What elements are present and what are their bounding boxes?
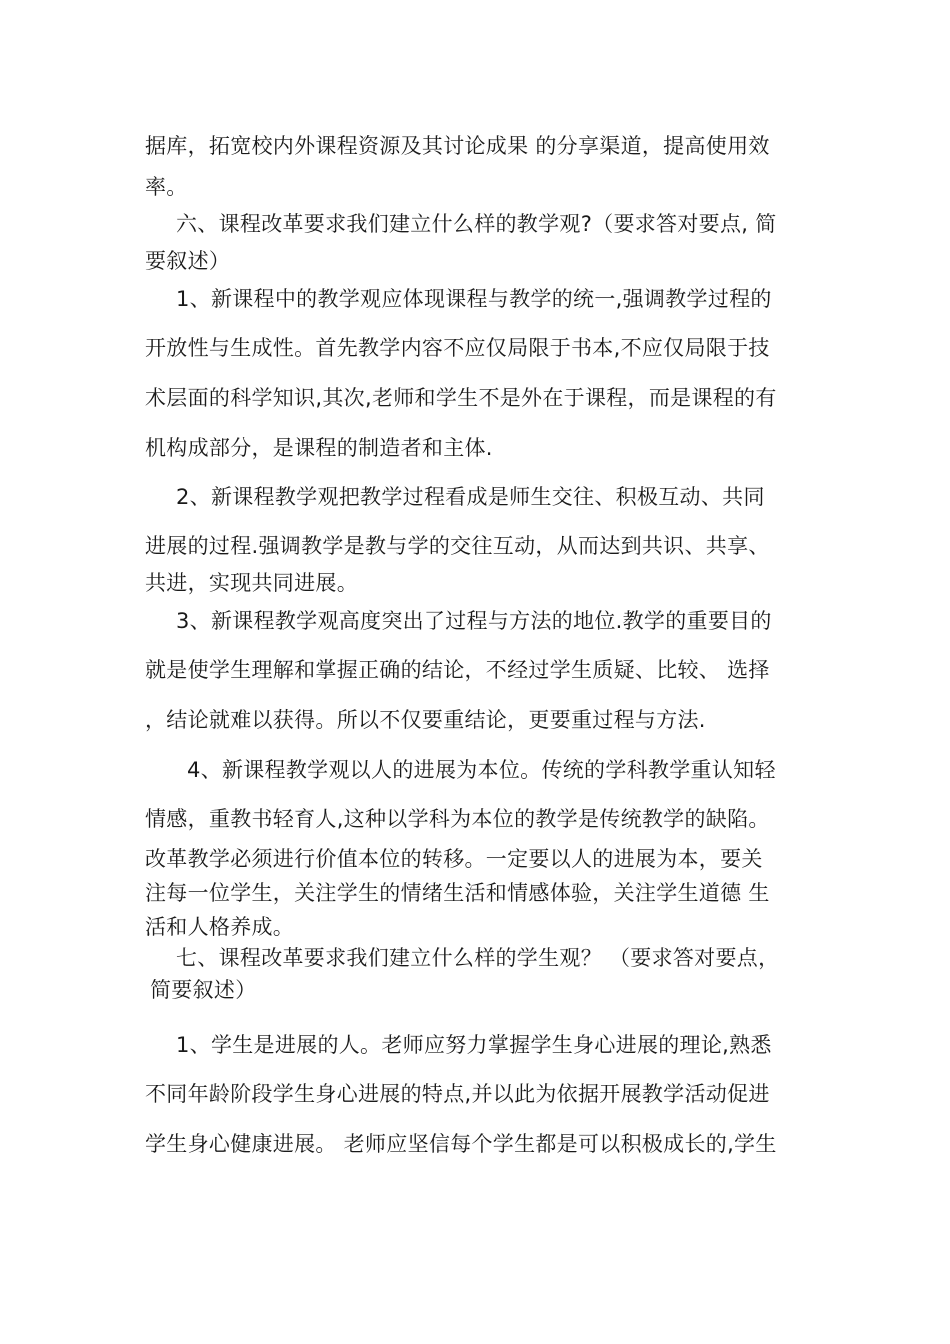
- text-line: 1、学生是进展的人。老师应努力掌握学生身心进展的理论,熟悉: [176, 1033, 772, 1057]
- text-line: 开放性与生成性。首先教学内容不应仅局限于书本,不应仅局限于技: [145, 336, 770, 360]
- text-line: 改革教学必须进行价值本位的转移。一定要以人的进展为本，要关: [145, 847, 763, 871]
- text-line: 4、新课程教学观以人的进展为本位。传统的学科教学重认知轻: [187, 758, 776, 782]
- text-line: 不同年龄阶段学生身心进展的特点,并以此为依据开展教学活动促进: [145, 1082, 770, 1106]
- text-line: 据库，拓宽校内外课程资源及其讨论成果 的分享渠道，提高使用效: [145, 134, 770, 158]
- text-line: 率。: [145, 175, 188, 199]
- text-line: 3、新课程教学观高度突出了过程与方法的地位.教学的重要目的: [176, 609, 772, 633]
- text-line: 活和人格养成。: [145, 915, 295, 939]
- section-heading: 要叙述）: [145, 249, 231, 273]
- text-line: 学生身心健康进展。 老师应坚信每个学生都是可以积极成长的,学生: [145, 1132, 777, 1156]
- text-line: 进展的过程.强调教学是教与学的交往互动，从而达到共识、共享、: [145, 534, 770, 558]
- text-line: 情感，重教书轻育人,这种以学科为本位的教学是传统教学的缺陷。: [145, 807, 770, 831]
- text-line: 2、新课程教学观把教学过程看成是师生交往、积极互动、共同: [176, 485, 765, 509]
- text-line: 机构成部分，是课程的制造者和主体.: [145, 436, 493, 460]
- text-line: ，结论就难以获得。所以不仅要重结论，更要重过程与方法.: [145, 708, 706, 732]
- text-line: 共进，实现共同进展。: [145, 571, 358, 595]
- section-heading: 六、课程改革要求我们建立什么样的教学观?（要求答对要点, 简: [176, 212, 777, 236]
- text-line: 1、新课程中的教学观应体现课程与教学的统一,强调教学过程的: [176, 287, 772, 311]
- section-heading: 七、课程改革要求我们建立什么样的学生观？ （要求答对要点，: [176, 946, 780, 970]
- text-line: 术层面的科学知识,其次,老师和学生不是外在于课程，而是课程的有: [145, 386, 777, 410]
- section-heading: 简要叙述）: [150, 978, 257, 1002]
- text-line: 就是使学生理解和掌握正确的结论，不经过学生质疑、比较、 选择: [145, 658, 770, 682]
- text-line: 注每一位学生，关注学生的情绪生活和情感体验，关注学生道德 生: [145, 881, 770, 905]
